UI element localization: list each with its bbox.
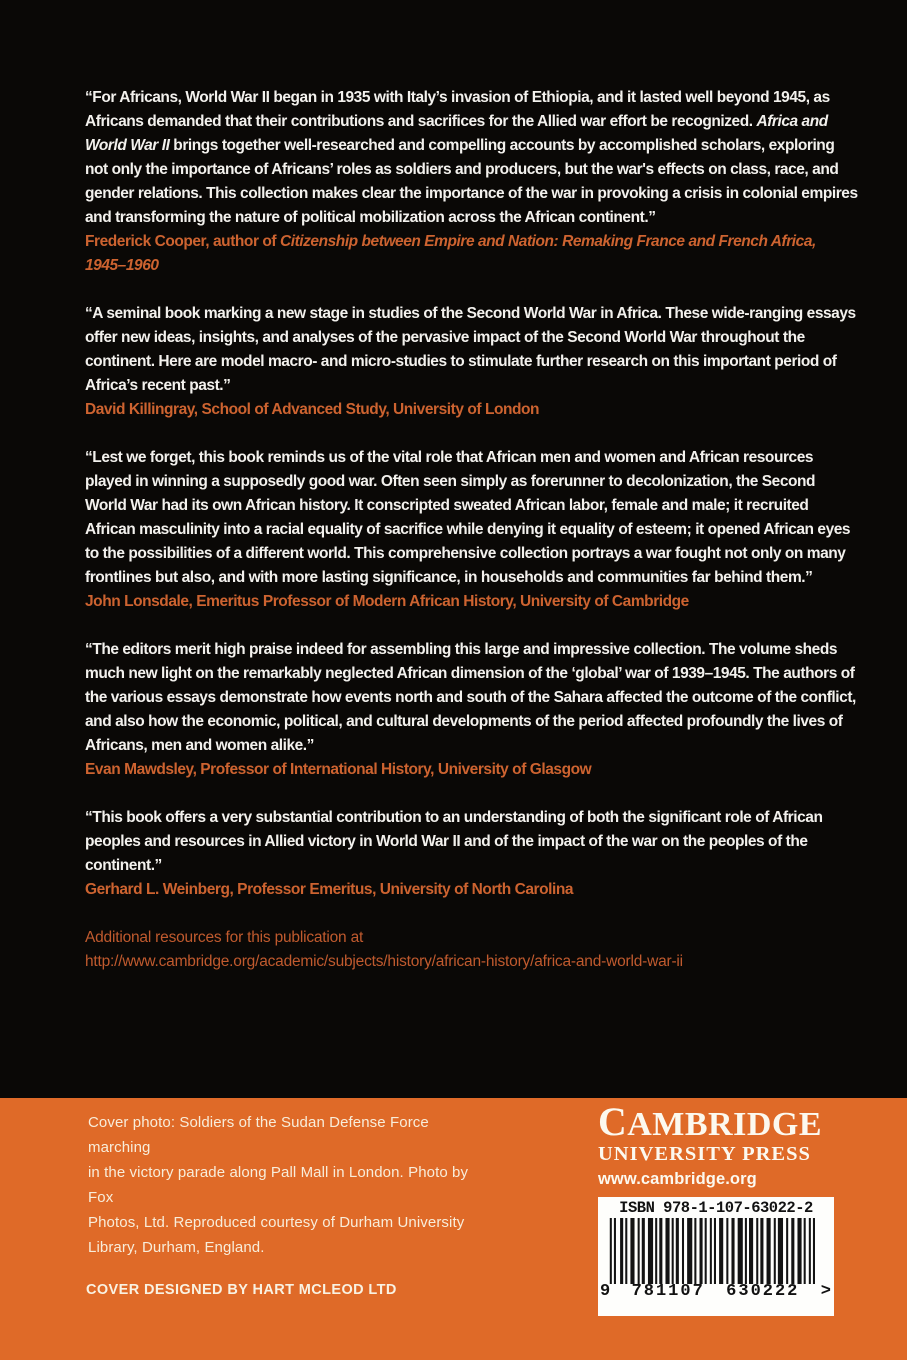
quote-gerhard-weinberg (85, 806, 860, 902)
cover-designer-credit: COVER DESIGNED BY HART MCLEOD LTD (86, 1282, 397, 1298)
cover-credit-line: Library, Durham, England. (88, 1239, 265, 1256)
quote-book-title: Africa and World War II (85, 113, 828, 154)
quote-john-lonsdale (85, 446, 860, 614)
cover-photo-credit (88, 1110, 490, 1260)
quote-attribution: John Lonsdale, Emeritus Professor of Modern African History, University of Cambridge (85, 593, 689, 610)
quote-david-killingray (85, 302, 860, 422)
quote-segment: “For Africans, World War II began in 1935 with Italy’s invasion of Ethiopia, and it lasted well beyond 1945, as Africans demanded that their contributions and sacrifices for the Allied war effort be recognized. (85, 89, 830, 130)
quote-frederick-cooper (85, 86, 860, 278)
barcode-digit-left: 9 (600, 1282, 611, 1301)
quote-attribution: David Killingray, School of Advanced Study, University of London (85, 401, 540, 418)
additional-resources (85, 926, 860, 974)
quote-attribution: Gerhard L. Weinberg, Professor Emeritus, University of North Carolina (85, 881, 574, 898)
resources-intro: Additional resources for this publication at (85, 929, 364, 946)
university-press-wordmark: UNIVERSITY PRESS (598, 1143, 811, 1165)
barcode-bars-icon (604, 1218, 828, 1284)
attribution-name: Frederick Cooper, author of (85, 233, 280, 250)
attribution-book-title: Citizenship between Empire and Nation: Remaking France and French Africa, 1945–1960 (85, 233, 816, 274)
orange-footer (0, 1098, 907, 1360)
publisher-logo (598, 1100, 838, 1191)
isbn-barcode (598, 1197, 834, 1316)
quote-segment: brings together well-researched and compelling accounts by accomplished scholars, exploring not only the importance of Africans’ roles as soldiers and producers, but the war's effects on class, race, and gender relations. This collection makes clear the importance of the war in provoking a crisis in colonial empires and transforming the nature of political mobilization across the African continent.” (85, 137, 858, 226)
barcode-digit-group: 781107 (631, 1282, 705, 1301)
quote-attribution: Evan Mawdsley, Professor of International History, University of Glasgow (85, 761, 592, 778)
cover-credit-line: Photos, Ltd. Reproduced courtesy of Durham University (88, 1214, 465, 1231)
cover-credit-line: in the victory parade along Pall Mall in London. Photo by Fox (88, 1164, 469, 1206)
quote-evan-mawdsley (85, 638, 860, 782)
quote-text: “This book offers a very substantial contribution to an understanding of both the significant role of African peoples and resources in Allied victory in World War II and of the impact of the war on the peoples of the continent.” (85, 809, 823, 874)
resources-url: http://www.cambridge.org/academic/subjects/history/african-history/africa-and-world-war-ii (85, 953, 683, 970)
quote-text: “Lest we forget, this book reminds us of the vital role that African men and women and African resources played in winning a supposedly good war. Often seen simply as forerunner to decolonization, the Second World War had its own African history. It conscripted sweated African labor, female and male; it recruited African masculinity into a racial equality of sacrifice while denying it equality of esteem; it opened African eyes to the possibilities of a different world. This comprehensive collection portrays a war fought not only on many frontlines but also, and with more lasting significance, in households and communities far behind them.” (85, 449, 851, 586)
cambridge-wordmark: CAMBRIDGE (598, 1100, 823, 1144)
cover-credit-line: Cover photo: Soldiers of the Sudan Defense Force marching (88, 1114, 429, 1156)
isbn-label: ISBN 978-1-107-63022-2 (619, 1199, 813, 1217)
publisher-website: www.cambridge.org (598, 1170, 757, 1188)
barcode-chevron: > (820, 1282, 831, 1301)
review-quotes-section (85, 86, 860, 998)
quote-text: “The editors merit high praise indeed for assembling this large and impressive collection. The volume sheds much new light on the remarkably neglected African dimension of the ‘global’ war of 1939–1945. The authors of the various essays demonstrate how events north and south of the Sahara affected the outcome of the conflict, and also how the economic, political, and cultural developments of the period affected profoundly the lives of Africans, men and women alike.” (85, 641, 856, 754)
barcode-digit-group: 630222 (726, 1282, 800, 1301)
quote-text: “A seminal book marking a new stage in studies of the Second World War in Africa. These wide-ranging essays offer new ideas, insights, and analyses of the pervasive impact of the Second World War throughout the continent. Here are model macro- and micro-studies to stimulate further research on this important period of Africa’s recent past.” (85, 305, 856, 394)
quote-attribution (85, 230, 860, 278)
barcode-digits (598, 1283, 834, 1301)
quote-text (85, 86, 860, 230)
